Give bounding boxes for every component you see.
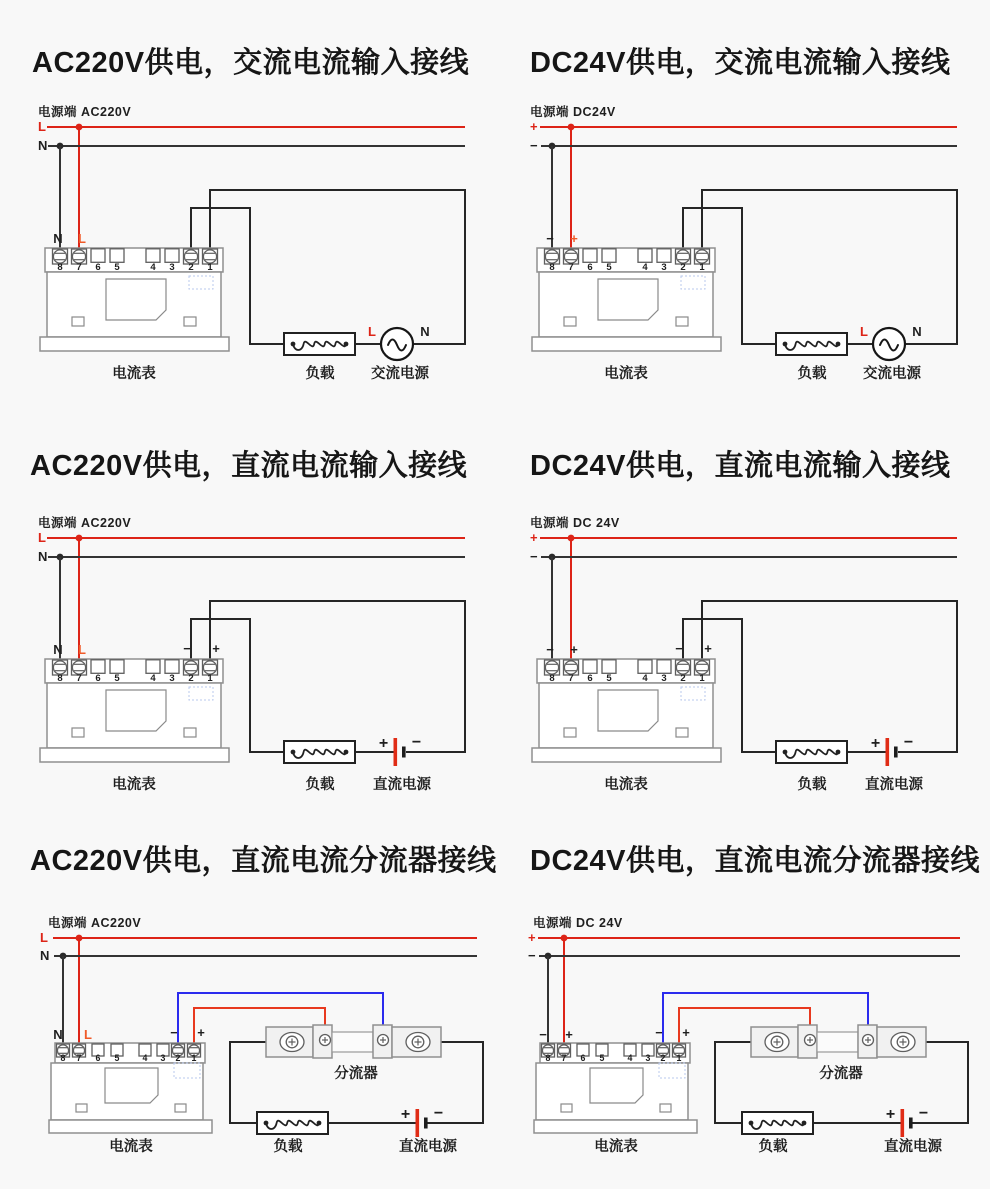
terminal-1-label: + bbox=[197, 1025, 205, 1040]
terminal-2-label: − bbox=[170, 1025, 178, 1040]
source-label: 直流电源 bbox=[884, 1139, 942, 1155]
ammeter bbox=[534, 1043, 697, 1133]
source-label: 交流电源 bbox=[371, 366, 429, 382]
wire-terminal1-loop bbox=[702, 190, 957, 344]
positive-line-label: + bbox=[530, 530, 538, 545]
terminal-7-label: L bbox=[84, 1027, 92, 1042]
panel-5-title: AC220V供电，直流电流分流器接线 bbox=[30, 845, 497, 877]
load-symbol bbox=[742, 1112, 813, 1134]
power-terminal-label: 电源端 DC 24V bbox=[530, 516, 620, 530]
terminal-1-label: + bbox=[704, 641, 712, 656]
wire-shunt-to-load bbox=[715, 1042, 751, 1123]
load-label: 负载 bbox=[758, 1139, 788, 1155]
terminal-2-label: − bbox=[183, 641, 191, 656]
panel-4-title: DC24V供电，直流电流输入接线 bbox=[530, 450, 951, 482]
wire-terminal1-loop bbox=[702, 601, 957, 752]
neutral-line-label: N bbox=[38, 549, 48, 564]
panel-dc24-dc-current-input bbox=[530, 515, 957, 793]
source-label: 直流电源 bbox=[373, 777, 431, 793]
ac-source-symbol bbox=[368, 324, 430, 360]
terminal-8-label: − bbox=[539, 1027, 547, 1042]
ammeter bbox=[532, 248, 721, 351]
load-symbol bbox=[284, 741, 355, 763]
neutral-line-label: N bbox=[40, 948, 50, 963]
terminal-8-label: N bbox=[53, 231, 63, 246]
panel-6-title: DC24V供电，直流电流分流器接线 bbox=[530, 845, 980, 877]
live-line-label: L bbox=[40, 930, 48, 945]
ammeter-label: 电流表 bbox=[109, 1139, 153, 1155]
terminal-2-label: − bbox=[675, 641, 683, 656]
load-label: 负载 bbox=[797, 777, 827, 793]
load-label: 负载 bbox=[305, 777, 335, 793]
terminal-1-label: + bbox=[212, 641, 220, 656]
wire-terminal1-loop bbox=[210, 190, 465, 344]
source-label: 直流电源 bbox=[865, 777, 923, 793]
panel-ac220-ac-current-input bbox=[38, 104, 465, 382]
neutral-line-label: N bbox=[38, 138, 48, 153]
negative-line-label: − bbox=[528, 948, 536, 963]
ammeter-label: 电流表 bbox=[594, 1139, 638, 1155]
negative-line-label: − bbox=[530, 549, 538, 564]
source-label: 直流电源 bbox=[399, 1139, 457, 1155]
terminal-7-label: L bbox=[78, 642, 86, 657]
live-line-label: L bbox=[38, 119, 46, 134]
terminal-8-label: N bbox=[53, 642, 63, 657]
shunt bbox=[751, 1025, 926, 1082]
dc-source-symbol bbox=[401, 1105, 443, 1137]
ac-source-symbol bbox=[860, 324, 922, 360]
terminal-8-label: − bbox=[546, 231, 554, 246]
wire-terminal1-loop bbox=[210, 601, 465, 752]
terminal-2-label: − bbox=[655, 1025, 663, 1040]
source-label: 交流电源 bbox=[863, 366, 921, 382]
ammeter-label: 电流表 bbox=[112, 777, 156, 793]
ammeter-label: 电流表 bbox=[604, 366, 648, 382]
panel-2-title: DC24V供电，交流电流输入接线 bbox=[530, 47, 951, 79]
negative-line-label: − bbox=[530, 138, 538, 153]
terminal-7-label: L bbox=[78, 231, 86, 246]
power-terminal-label: 电源端 AC220V bbox=[38, 105, 132, 119]
panel-1-title: AC220V供电，交流电流输入接线 bbox=[32, 47, 470, 79]
terminal-8-label: − bbox=[546, 642, 554, 657]
load-symbol bbox=[776, 741, 847, 763]
load-symbol bbox=[776, 333, 847, 355]
ammeter-label: 电流表 bbox=[112, 366, 156, 382]
power-terminal-label: 电源端 AC220V bbox=[38, 516, 132, 530]
panel-3-title: AC220V供电，直流电流输入接线 bbox=[30, 450, 468, 482]
ammeter bbox=[49, 1043, 212, 1133]
load-symbol bbox=[284, 333, 355, 355]
ammeter bbox=[40, 248, 229, 351]
dc-source-symbol bbox=[871, 734, 913, 766]
power-terminal-label: 电源端 DC24V bbox=[530, 105, 616, 119]
terminal-7-label: + bbox=[570, 231, 578, 246]
panel-dc24-dc-shunt-input bbox=[528, 915, 968, 1155]
shunt bbox=[266, 1025, 441, 1082]
load-label: 负载 bbox=[273, 1139, 303, 1155]
power-terminal-label: 电源端 AC220V bbox=[48, 916, 142, 930]
load-label: 负载 bbox=[797, 366, 827, 382]
dc-source-symbol bbox=[886, 1105, 928, 1137]
terminal-1-label: + bbox=[682, 1025, 690, 1040]
terminal-7-label: + bbox=[565, 1027, 573, 1042]
ammeter bbox=[40, 659, 229, 762]
ammeter-label: 电流表 bbox=[604, 777, 648, 793]
ammeter bbox=[532, 659, 721, 762]
load-symbol bbox=[257, 1112, 328, 1134]
positive-line-label: + bbox=[528, 930, 536, 945]
power-terminal-label: 电源端 DC 24V bbox=[533, 916, 623, 930]
panel-ac220-dc-shunt-input bbox=[40, 915, 483, 1155]
wire-shunt-to-load bbox=[230, 1042, 266, 1123]
load-label: 负载 bbox=[305, 366, 335, 382]
live-line-label: L bbox=[38, 530, 46, 545]
dc-source-symbol bbox=[379, 734, 421, 766]
terminal-8-label: N bbox=[53, 1027, 63, 1042]
terminal-7-label: + bbox=[570, 642, 578, 657]
panel-dc24-ac-current-input bbox=[530, 104, 957, 382]
panel-ac220-dc-current-input bbox=[38, 515, 465, 793]
positive-line-label: + bbox=[530, 119, 538, 134]
